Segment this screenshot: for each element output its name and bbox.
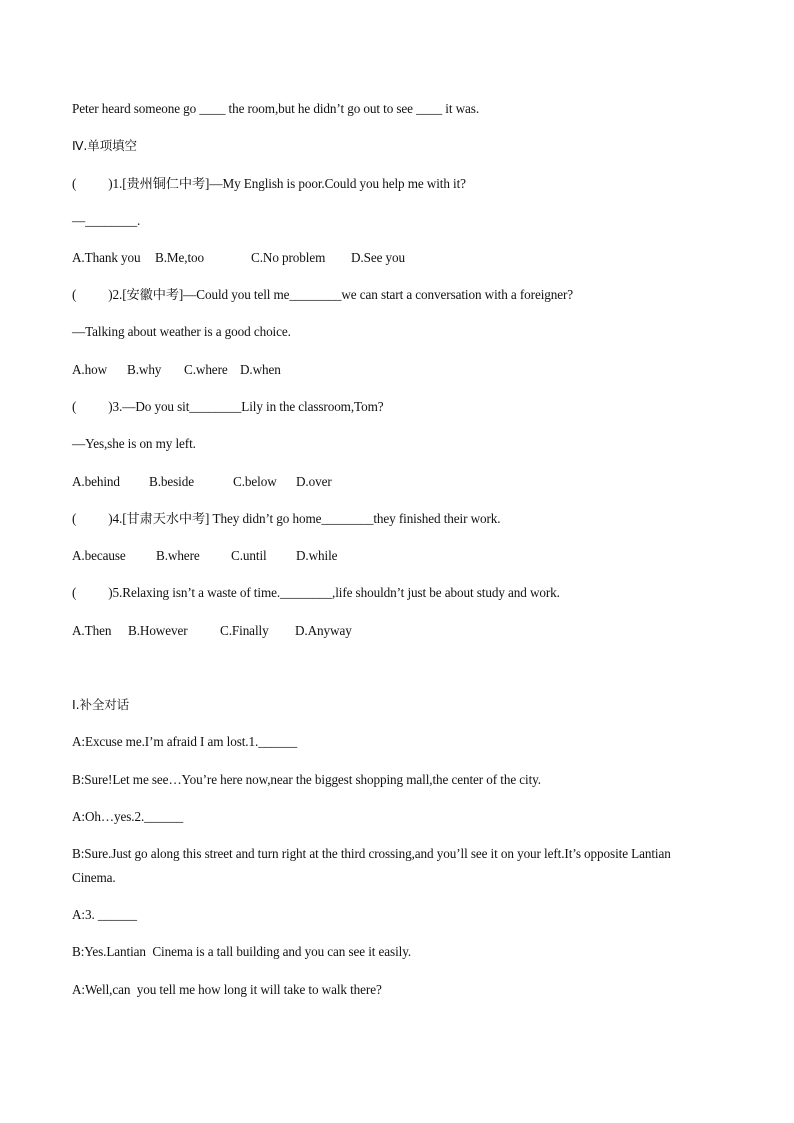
question-2-stem: ( )2.[安徽中考]—Could you tell me________we can start a conversation with a foreigner?	[72, 287, 574, 302]
option-b: B.beside	[149, 474, 194, 489]
option-c: C.No problem	[251, 250, 326, 265]
option-c: C.below	[233, 474, 277, 489]
option-c: C.where	[184, 362, 228, 377]
section-1-heading: Ⅰ.补全对话	[72, 697, 130, 712]
dialogue-line: B:Sure!Let me see…You’re here now,near the biggest shopping mall,the center of the city.	[72, 772, 541, 787]
option-b: B.why	[127, 362, 162, 377]
option-d: D.Anyway	[295, 623, 352, 638]
option-a: A.how	[72, 362, 108, 377]
question-1-stem: ( )1.[贵州铜仁中考]—My English is poor.Could you help me with it?	[72, 176, 466, 191]
dialogue-line: B:Sure.Just go along this street and turn right at the third crossing,and you’ll see it on your left.It’s opposite Lantian	[72, 846, 671, 861]
dialogue-line-continued: Cinema.	[72, 870, 116, 885]
section-4-heading: Ⅳ.单项填空	[72, 138, 137, 153]
question-3-reply: —Yes,she is on my left.	[72, 436, 196, 451]
dialogue-line: B:Yes.Lantian Cinema is a tall building and you can see it easily.	[72, 944, 412, 959]
option-a: A.Then	[72, 623, 112, 638]
option-a: A.behind	[72, 474, 120, 489]
question-2-reply: —Talking about weather is a good choice.	[72, 324, 291, 339]
intro-sentence: Peter heard someone go ____ the room,but he didn’t go out to see ____ it was.	[72, 101, 480, 116]
option-c: C.until	[231, 548, 267, 563]
dialogue-line: A:Well,can you tell me how long it will take to walk there?	[72, 982, 382, 997]
question-5-stem: ( )5.Relaxing isn’t a waste of time.________,life shouldn’t just be about study and work.	[72, 585, 560, 600]
question-3-options	[72, 473, 332, 491]
option-a: A.because	[72, 548, 126, 563]
dialogue-line: A:3. ______	[72, 907, 137, 922]
dialogue-line: A:Oh…yes.2.______	[72, 809, 184, 824]
question-1-options	[72, 249, 405, 267]
option-a: A.Thank you	[72, 250, 141, 265]
question-4-stem: ( )4.[甘肃天水中考] They didn’t go home________they finished their work.	[72, 511, 501, 526]
question-2-options	[72, 361, 281, 379]
option-d: D.over	[296, 474, 332, 489]
dialogue-line: A:Excuse me.I’m afraid I am lost.1.______	[72, 734, 298, 749]
question-4-options	[72, 547, 337, 565]
option-b: B.where	[156, 548, 200, 563]
option-d: D.when	[240, 362, 281, 377]
option-d: D.while	[296, 548, 338, 563]
question-1-reply: —________.	[72, 213, 141, 228]
option-d: D.See you	[351, 250, 406, 265]
option-b: B.Me,too	[155, 250, 205, 265]
option-b: B.However	[128, 623, 188, 638]
option-c: C.Finally	[220, 623, 269, 638]
question-5-options	[72, 622, 352, 640]
question-3-stem: ( )3.—Do you sit________Lily in the classroom,Tom?	[72, 399, 384, 414]
